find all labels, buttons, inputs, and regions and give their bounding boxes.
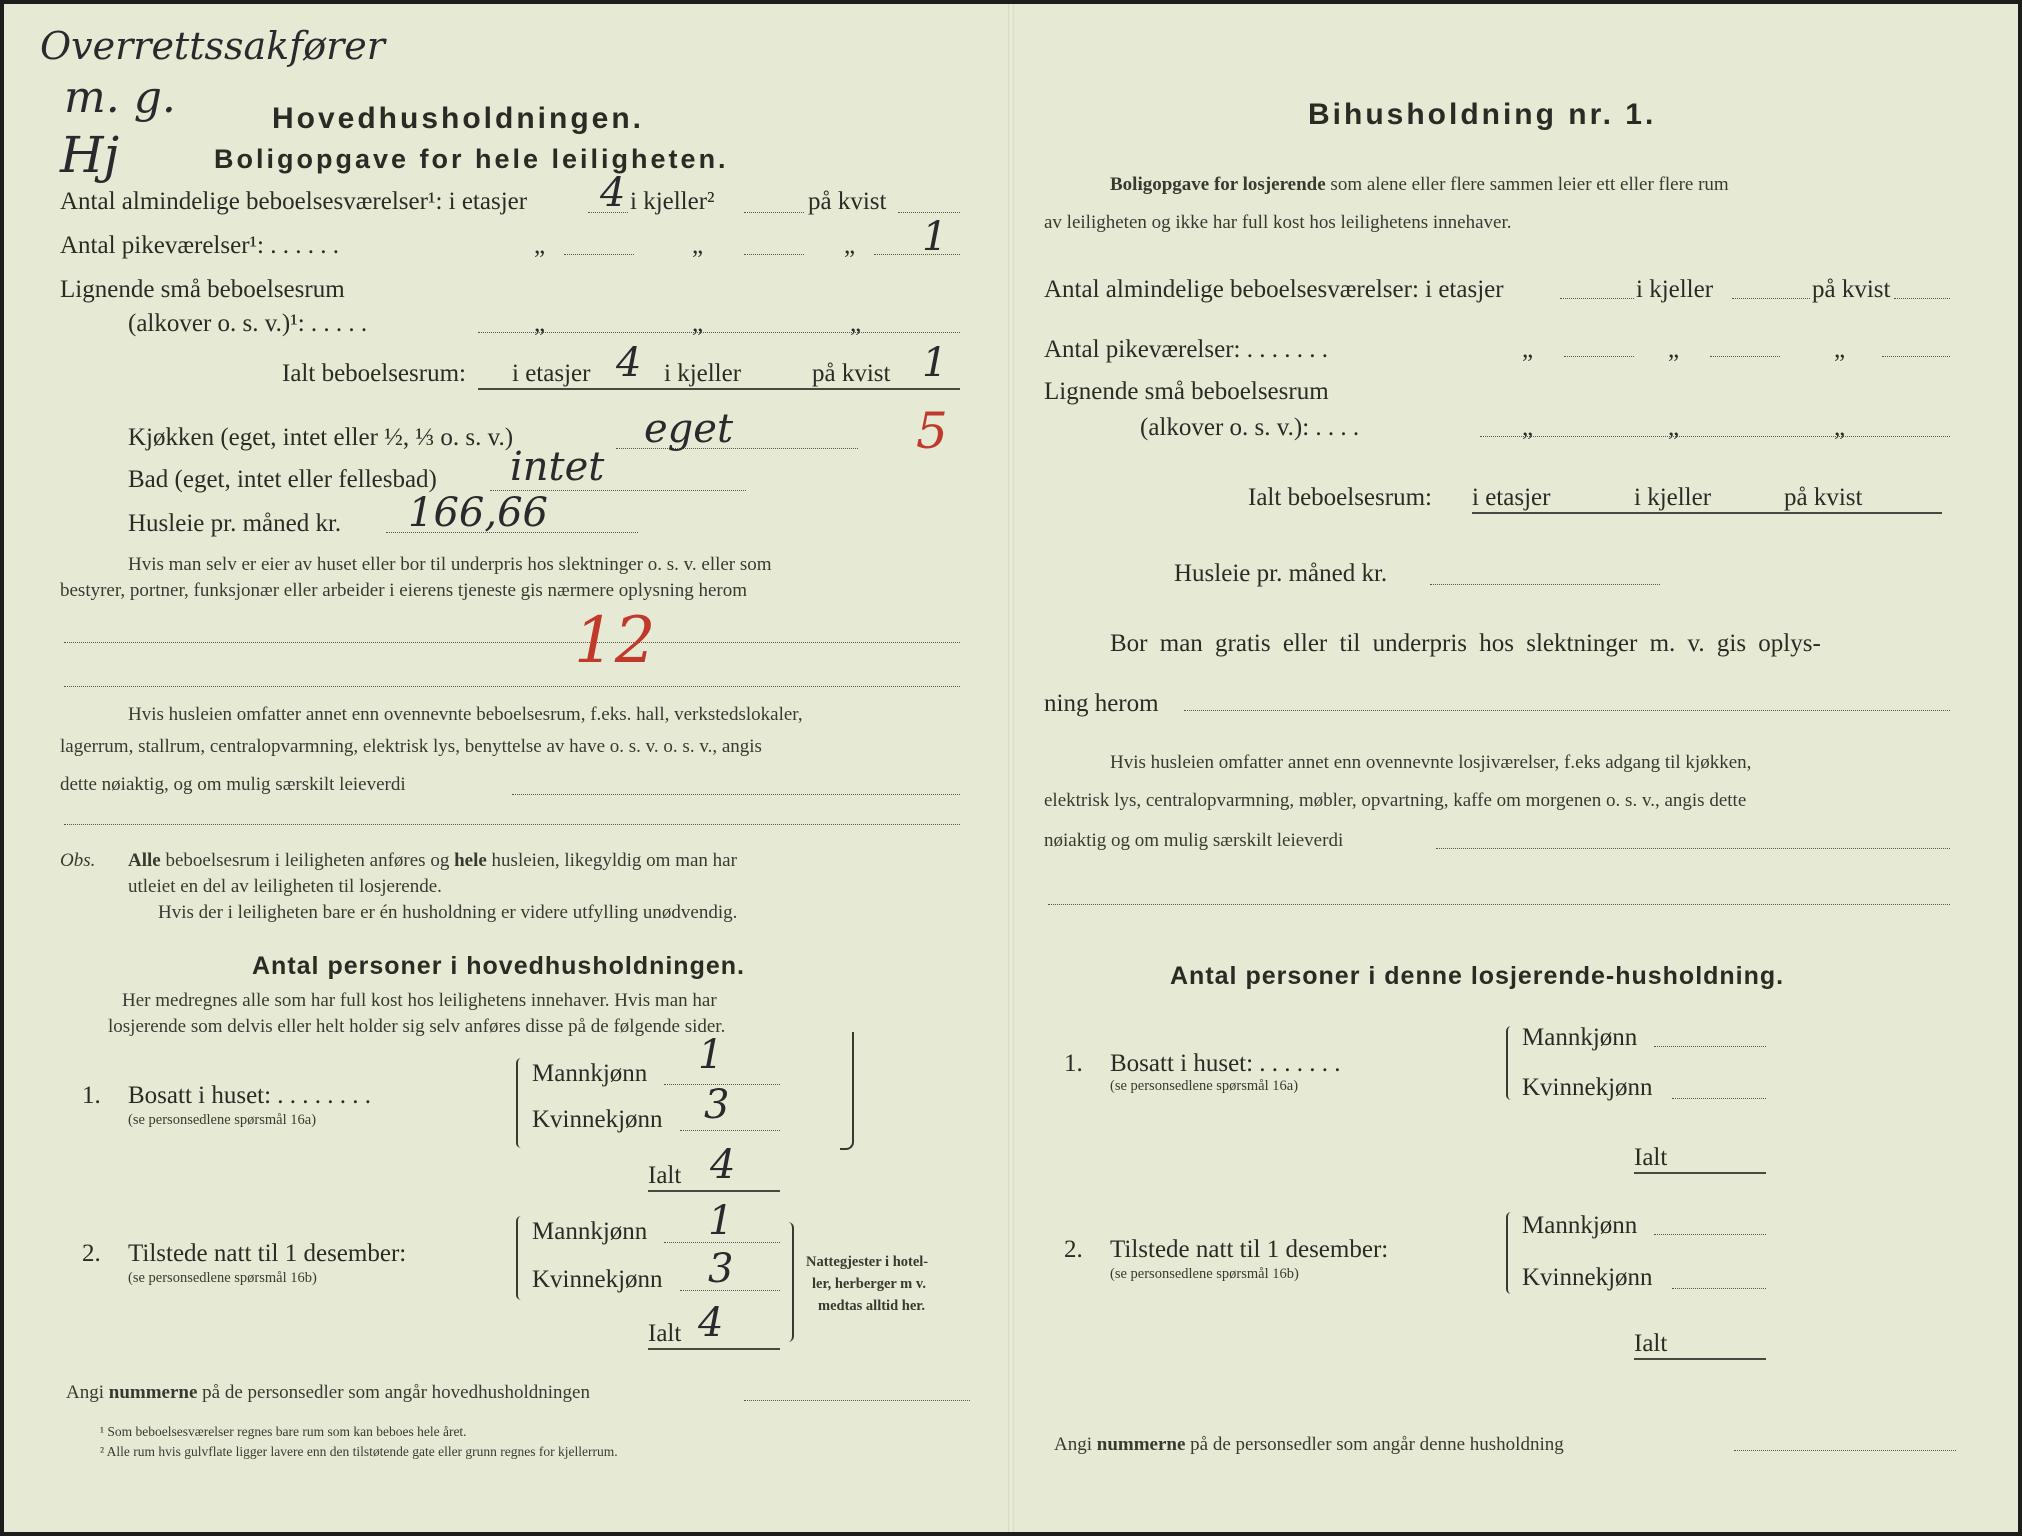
- right-q2-num: 2.: [1064, 1236, 1083, 1263]
- left-q2-ialt: 4: [698, 1300, 724, 1346]
- left-ialt-rum-label: Ialt beboelsesrum:: [282, 360, 466, 387]
- right-title: Bihusholdning nr. 1.: [1308, 98, 1657, 131]
- right-q1-ialt-label: Ialt: [1634, 1144, 1668, 1171]
- right-lignende-label: Lignende små beboelsesrum: [1044, 378, 1329, 405]
- left-rooms-etasjer: 4: [600, 170, 626, 216]
- handwritten-profession: Overrettssakfører: [40, 24, 385, 68]
- left-q2-ialt-label: Ialt: [648, 1320, 682, 1347]
- census-form-sheet: [4, 4, 2018, 1532]
- personer-text-1: Her medregnes alle som har full kost hos leilighetens innehaver. Hvis man har: [122, 990, 717, 1011]
- ditto-mark: „: [844, 232, 856, 259]
- left-q2-mann: 1: [708, 1198, 734, 1244]
- ditto-mark: „: [692, 310, 704, 337]
- left-pike-kvist: 1: [922, 214, 948, 260]
- right-gratis-2: ning herom: [1044, 690, 1159, 717]
- right-ialt-kvist-label: på kvist: [1784, 484, 1863, 511]
- right-rooms-kjeller-label: i kjeller: [1636, 276, 1714, 303]
- left-pike-label: Antal pikeværelser¹: . . . . . .: [60, 232, 339, 259]
- handwritten-check: [840, 1032, 854, 1150]
- left-lignende-label: Lignende små beboelsesrum: [60, 276, 345, 303]
- ditto-mark: „: [1522, 414, 1534, 441]
- right-husleie-text-1: Hvis husleien omfatter annet enn ovennevnte losjiværelser, f.eks adgang til kjøkken,: [1110, 752, 1752, 773]
- husleie-text-1: Hvis husleien omfatter annet enn ovennevnte beboelsesrum, f.eks. hall, verkstedslokaler,: [128, 704, 803, 725]
- red-number: 12: [574, 604, 656, 678]
- right-intro-rest: som alene eller flere sammen leier ett eller flere rum: [1330, 174, 1729, 195]
- left-q1-ialt: 4: [710, 1142, 736, 1188]
- left-alkover-label: (alkover o. s. v.)¹: . . . . .: [128, 310, 368, 337]
- left-angi-a: Angi: [66, 1382, 104, 1403]
- left-q2-num: 2.: [82, 1240, 101, 1267]
- right-personer-title: Antal personer i denne losjerende-husholdning.: [1170, 962, 1785, 990]
- ditto-mark: „: [1522, 336, 1534, 363]
- bad-value: intet: [510, 444, 605, 490]
- left-q2-kvinne-label: Kvinnekjønn: [532, 1266, 663, 1293]
- ditto-mark: „: [534, 232, 546, 259]
- right-angi-c: på de personsedler som angår denne husholdning: [1190, 1434, 1564, 1455]
- left-personer-title: Antal personer i hovedhusholdningen.: [252, 952, 745, 980]
- kjokken-label: Kjøkken (eget, intet eller ½, ⅓ o. s. v.): [128, 424, 514, 451]
- bad-label: Bad (eget, intet eller fellesbad): [128, 466, 437, 493]
- right-q1-kvinne-label: Kvinnekjønn: [1522, 1074, 1653, 1101]
- ditto-mark: „: [534, 310, 546, 337]
- left-q1-label: Bosatt i huset: . . . . . . . .: [128, 1082, 372, 1109]
- right-q1-mann-label: Mannkjønn: [1522, 1024, 1638, 1051]
- footnote-1: ¹ Som beboelsesværelser regnes bare rum som kan beboes hele året.: [100, 1424, 467, 1439]
- ditto-mark: „: [1834, 414, 1846, 441]
- husleie-text-3: dette nøiaktig, og om mulig særskilt leieverdi: [60, 774, 406, 795]
- handwritten-mg: m. g.: [64, 72, 176, 123]
- eier-text-1: Hvis man selv er eier av huset eller bor til underpris hos slektninger o. s. v. eller som: [128, 554, 772, 575]
- left-q1-kvinne: 3: [704, 1082, 730, 1128]
- obs-alle: Alle: [128, 850, 161, 871]
- kjokken-value: eget: [644, 406, 734, 452]
- left-q2-mann-label: Mannkjønn: [532, 1218, 648, 1245]
- right-angi-nummerne: nummerne: [1096, 1434, 1186, 1455]
- right-gratis-1: Bor man gratis eller til underpris hos slektninger m. v. gis oplys-: [1110, 630, 1821, 657]
- right-ialt-rum-label: Ialt beboelsesrum:: [1248, 484, 1432, 511]
- left-angi-nummerne: nummerne: [108, 1382, 198, 1403]
- page-fold: [1008, 4, 1014, 1532]
- right-husleie-label: Husleie pr. måned kr.: [1174, 560, 1388, 587]
- right-ialt-etasjer-label: i etasjer: [1472, 484, 1551, 511]
- left-q1-ialt-label: Ialt: [648, 1162, 682, 1189]
- brace: [516, 1058, 526, 1148]
- brace: [1506, 1026, 1516, 1100]
- left-q1-sub: (se personsedlene spørsmål 16a): [128, 1112, 317, 1128]
- husleie-text-2: lagerrum, stallrum, centralopvarmning, elektrisk lys, benyttelse av have o. s. v. o. s. v., angis: [60, 736, 762, 757]
- right-intro-bold: Boligopgave for losjerende: [1110, 174, 1326, 195]
- right-husleie-text-3: nøiaktig og om mulig særskilt leieverdi: [1044, 830, 1344, 851]
- right-rooms-kvist-label: på kvist: [1812, 276, 1891, 303]
- left-q1-mann: 1: [698, 1032, 724, 1078]
- red-margin-mark: 5: [916, 402, 948, 460]
- personer-text-2: losjerende som delvis eller helt holder sig selv anføres disse på de følgende sider.: [108, 1016, 726, 1037]
- left-ialt-etasjer: 4: [616, 340, 642, 386]
- right-q2-sub: (se personsedlene spørsmål 16b): [1110, 1266, 1299, 1282]
- right-q1-sub: (se personsedlene spørsmål 16a): [1110, 1078, 1299, 1094]
- left-rooms-label: Antal almindelige beboelsesværelser¹: i etasjer: [60, 188, 528, 215]
- eier-text-2: bestyrer, portner, funksjonær eller arbeider i eierens tjeneste gis nærmere oplysning herom: [60, 580, 748, 601]
- left-rooms-kvist-label: på kvist: [808, 188, 887, 215]
- obs-text-2: utleiet en del av leiligheten til losjerende.: [128, 876, 442, 897]
- right-q2-label: Tilstede natt til 1 desember:: [1110, 1236, 1389, 1263]
- obs-label: Obs.: [60, 850, 96, 871]
- ditto-mark: „: [692, 232, 704, 259]
- ditto-mark: „: [850, 310, 862, 337]
- left-ialt-etasjer-label: i etasjer: [512, 360, 591, 387]
- brace: [516, 1216, 526, 1300]
- left-ialt-kjeller-label: i kjeller: [664, 360, 742, 387]
- left-angi-c: på de personsedler som angår hovedhusholdningen: [202, 1382, 590, 1403]
- husleie-value: 166,66: [408, 490, 548, 536]
- ditto-mark: „: [1668, 414, 1680, 441]
- obs-text-1b: beboelsesrum i leiligheten anføres og: [165, 850, 450, 871]
- obs-text-1d: husleien, likegyldig om man har: [491, 850, 737, 871]
- ditto-mark: „: [1834, 336, 1846, 363]
- husleie-label: Husleie pr. måned kr.: [128, 510, 342, 537]
- right-alkover-label: (alkover o. s. v.): . . . .: [1140, 414, 1360, 441]
- nattegjester-3: medtas alltid her.: [818, 1298, 926, 1314]
- handwritten-initials: Hj: [60, 126, 120, 184]
- right-q2-mann-label: Mannkjønn: [1522, 1212, 1638, 1239]
- nattegjester-1: Nattegjester i hotel-: [806, 1254, 929, 1270]
- right-ialt-kjeller-label: i kjeller: [1634, 484, 1712, 511]
- brace: [778, 1222, 794, 1342]
- left-q2-sub: (se personsedlene spørsmål 16b): [128, 1270, 317, 1286]
- left-subtitle: Boligopgave for hele leiligheten.: [214, 144, 729, 174]
- left-q1-num: 1.: [82, 1082, 101, 1109]
- left-q2-label: Tilstede natt til 1 desember:: [128, 1240, 407, 1267]
- right-q2-ialt-label: Ialt: [1634, 1330, 1668, 1357]
- right-husleie-text-2: elektrisk lys, centralopvarmning, møbler, opvartning, kaffe om morgenen o. s. v., angis dette: [1044, 790, 1747, 811]
- obs-hele: hele: [454, 850, 487, 871]
- brace: [1506, 1212, 1516, 1294]
- left-q1-mann-label: Mannkjønn: [532, 1060, 648, 1087]
- left-q2-kvinne: 3: [708, 1246, 734, 1292]
- right-q2-kvinne-label: Kvinnekjønn: [1522, 1264, 1653, 1291]
- right-angi-a: Angi: [1054, 1434, 1092, 1455]
- right-q1-label: Bosatt i huset: . . . . . . .: [1110, 1050, 1341, 1077]
- left-q1-kvinne-label: Kvinnekjønn: [532, 1106, 663, 1133]
- right-q1-num: 1.: [1064, 1050, 1083, 1077]
- left-ialt-kvist-label: på kvist: [812, 360, 891, 387]
- nattegjester-2: ler, herberger m v.: [812, 1276, 926, 1292]
- obs-text-3: Hvis der i leiligheten bare er én husholdning er videre utfylling unødvendig.: [158, 902, 738, 923]
- ditto-mark: „: [1668, 336, 1680, 363]
- left-rooms-kjeller-label: i kjeller²: [630, 188, 715, 215]
- footnote-2: ² Alle rum hvis gulvflate ligger lavere enn den tilstøtende gate eller grunn regnes for kjellerrum.: [100, 1444, 618, 1459]
- right-intro-2: av leiligheten og ikke har full kost hos leilighetens innehaver.: [1044, 212, 1512, 233]
- right-rooms-label: Antal almindelige beboelsesværelser: i etasjer: [1044, 276, 1504, 303]
- left-title: Hovedhusholdningen.: [272, 102, 644, 135]
- left-ialt-kvist: 1: [922, 340, 948, 386]
- right-pike-label: Antal pikeværelser: . . . . . . .: [1044, 336, 1328, 363]
